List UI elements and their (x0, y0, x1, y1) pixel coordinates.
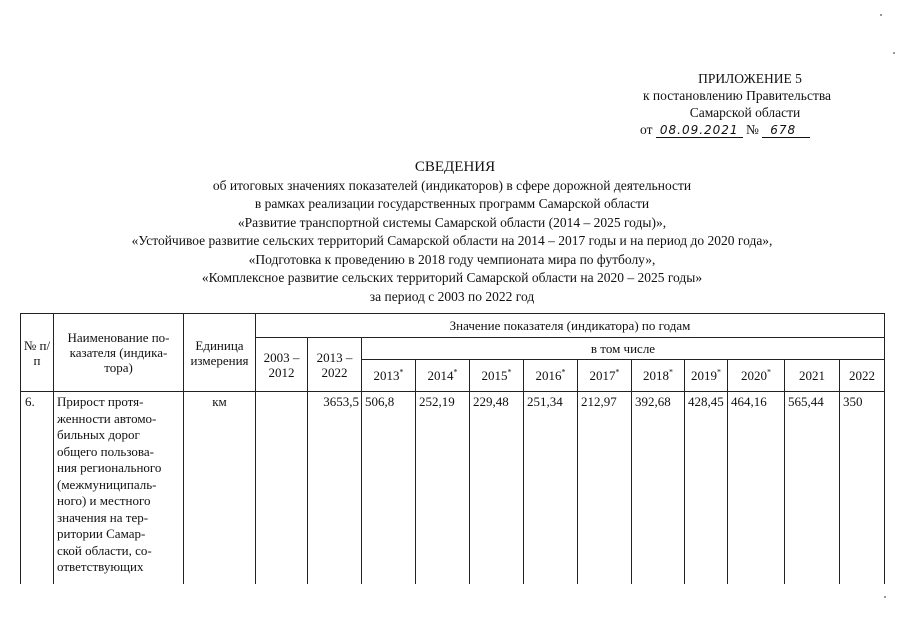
header-year: 2017* (578, 360, 632, 392)
value-year-cell: 252,19 (416, 392, 470, 585)
header-year: 2014* (416, 360, 470, 392)
date-prefix: от (640, 122, 653, 137)
document-heading (0, 158, 904, 306)
heading-title: СВЕДЕНИЯ (414, 159, 496, 175)
table-row (21, 392, 885, 585)
header-period-2003-2012: 2003 – 2012 (256, 338, 308, 392)
header-indicator-name: Наименование по-казателя (индика-тора) (54, 314, 184, 392)
value-year-cell: 392,68 (632, 392, 685, 585)
value-year-cell: 428,45 (685, 392, 728, 585)
heading-line: «Комплексное развитие сельских территорий Самарской области на 2020 – 2025 годы» (201, 270, 703, 285)
heading-line: «Устойчивое развитие сельских территорий Самарской области на 2014 – 2017 годы и на период до 2020 года», (131, 233, 773, 248)
value-year-cell: 229,48 (470, 392, 524, 585)
header-year: 2018* (632, 360, 685, 392)
header-unit: Единица измерения (184, 314, 256, 392)
heading-line: «Развитие транспортной системы Самарской области (2014 – 2025 годы)», (237, 214, 667, 230)
appendix-line-2: Самарской области (689, 105, 801, 120)
header-year: 2020* (728, 360, 785, 392)
appendix-block (600, 70, 880, 138)
heading-line: об итоговых значениях показателей (индикаторов) в сфере дорожной деятельности (212, 177, 692, 193)
heading-line: за период с 2003 по 2022 год (369, 288, 535, 304)
value-year-cell: 212,97 (578, 392, 632, 585)
number-prefix: № (745, 122, 759, 137)
header-year: 2019* (685, 360, 728, 392)
appendix-date-row (640, 121, 880, 138)
value-period-2003-2012 (256, 392, 308, 585)
scan-speck (880, 14, 882, 16)
header-values-group: Значение показателя (индикатора) по годам (256, 314, 885, 338)
header-year: 2013* (362, 360, 416, 392)
scan-speck (884, 596, 886, 598)
value-year-cell: 251,34 (524, 392, 578, 585)
value-year-cell: 565,44 (785, 392, 840, 585)
appendix-line-1: к постановлению Правительства (642, 88, 832, 103)
heading-line: «Подготовка к проведению в 2018 году чемпионата мира по футболу», (248, 251, 656, 267)
value-year-cell: 506,8 (362, 392, 416, 585)
unit-cell: км (184, 392, 256, 585)
scan-speck (893, 52, 895, 54)
header-year: 2022 (840, 360, 885, 392)
header-num: № п/п (21, 314, 54, 392)
appendix-title: ПРИЛОЖЕНИЕ 5 (698, 71, 802, 86)
value-year-cell: 464,16 (728, 392, 785, 585)
value-year-cell: 350 (840, 392, 885, 585)
header-period-2013-2022: 2013 – 2022 (308, 338, 362, 392)
heading-line: в рамках реализации государственных программ Самарской области (254, 196, 650, 211)
indicators-table (20, 313, 885, 584)
header-year: 2016* (524, 360, 578, 392)
value-period-2013-2022: 3653,5 (308, 392, 362, 585)
indicator-name: Прирост протя- женности автомо- бильных дорог общего пользова- ния регионального (межмуниципаль- ного) и местного значения на тер- ритории Самар- ской области, со- ответствующих (54, 392, 184, 585)
handwritten-number: 678 (762, 123, 810, 138)
header-including: в том числе (362, 338, 885, 360)
row-number: 6. (21, 392, 54, 585)
header-year: 2021 (785, 360, 840, 392)
header-year: 2015* (470, 360, 524, 392)
handwritten-date: 08.09.2021 (656, 123, 743, 138)
